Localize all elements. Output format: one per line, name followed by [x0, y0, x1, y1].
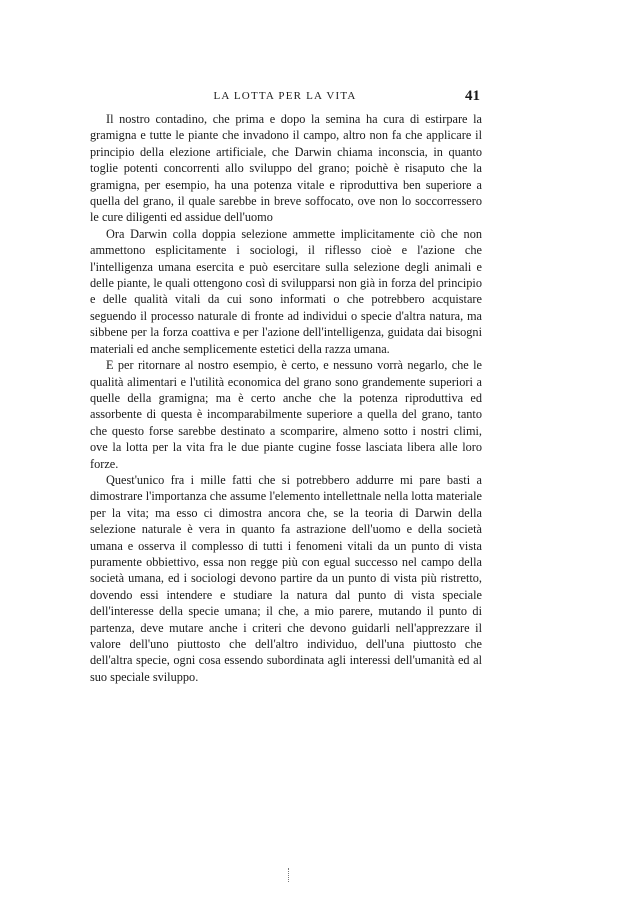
page-number: 41	[465, 88, 480, 104]
paragraph: Il nostro contadino, che prima e dopo la semina ha cura di estirpare la gramigna e tutte le piante che invadono il campo, altro non fa che applicare il principio della elezione artificiale, che Darwin chiama inconscia, in quanto toglie potenti concorrenti allo sviluppo del grano; poichè è risaputo che la gramigna, per esempio, ha una potenza vitale e riproduttiva ben superiore a quella del grano, il quale sarebbe in breve soffocato, ove non lo soccorressero le cure diligenti ed assidue dell'uomo	[90, 112, 482, 225]
running-title: LA LOTTA PER LA VITA	[213, 90, 357, 102]
gutter-mark	[288, 868, 291, 882]
page-header	[90, 88, 480, 108]
body-text	[90, 111, 482, 685]
paragraph: Ora Darwin colla doppia selezione ammette implicitamente ciò che non ammettono esplicitamente i sociologi, il riflesso cioè e l'azione che l'intelligenza umana esercita e può esercitare sulla selezione degli animali e delle piante, le quali ottengono così di svilupparsi non già in forza del principio e delle qualità vitali da cui sono informati o che potrebbero acquistare seguendo il processo naturale di fronte ad individui o specie d'altra natura, ma sibbene per la forza coattiva e per l'azione dell'intelligenza, guidata dai bisogni materiali ed anche semplicemente estetici della razza umana.	[90, 226, 482, 356]
paragraph: Quest'unico fra i mille fatti che si potrebbero addurre mi pare basti a dimostrare l'importanza che assume l'elemento intellettnale nella lotta materiale per la vita; ma esso ci dimostra ancora che, se la teoria di Darwin della selezione naturale è vera in quanto fa astrazione dell'uomo e della società umana e osserva il complesso di tutti i fenomeni vitali da un punto di vista puramente obbiettivo, essa non regge più con egual successo nel campo della società umana, ed i sociologi devono partire da un punto di vista più ristretto, dovendo essi intendere e studiare la natura dal punto di vista speciale dell'interesse della specie umana; il che, a mio parere, mutando il punto di partenza, deve mutare anche i criteri che devono guidarli nell'apprezzare il valore dell'uno piuttosto che dell'altro individuo, dell'una piuttosto che dell'altra specie, ogni cosa essendo subordinata agli interessi dell'umanità ed al suo speciale sviluppo.	[90, 472, 482, 684]
paragraph: E per ritornare al nostro esempio, è certo, e nessuno vorrà negarlo, che le qualità alimentari e l'utilità economica del grano sono grandemente superiori a quelle della gramigna; ma è certo anche che la potenza riproduttiva ed assorbente di questa è incomparabilmente superiore a quella del grano, tanto che questo forse sarebbe destinato a scomparire, almeno sotto i nostri climi, ove la lotta per la vita fra le due piante cugine fosse lasciata libera alle loro forze.	[90, 358, 482, 471]
